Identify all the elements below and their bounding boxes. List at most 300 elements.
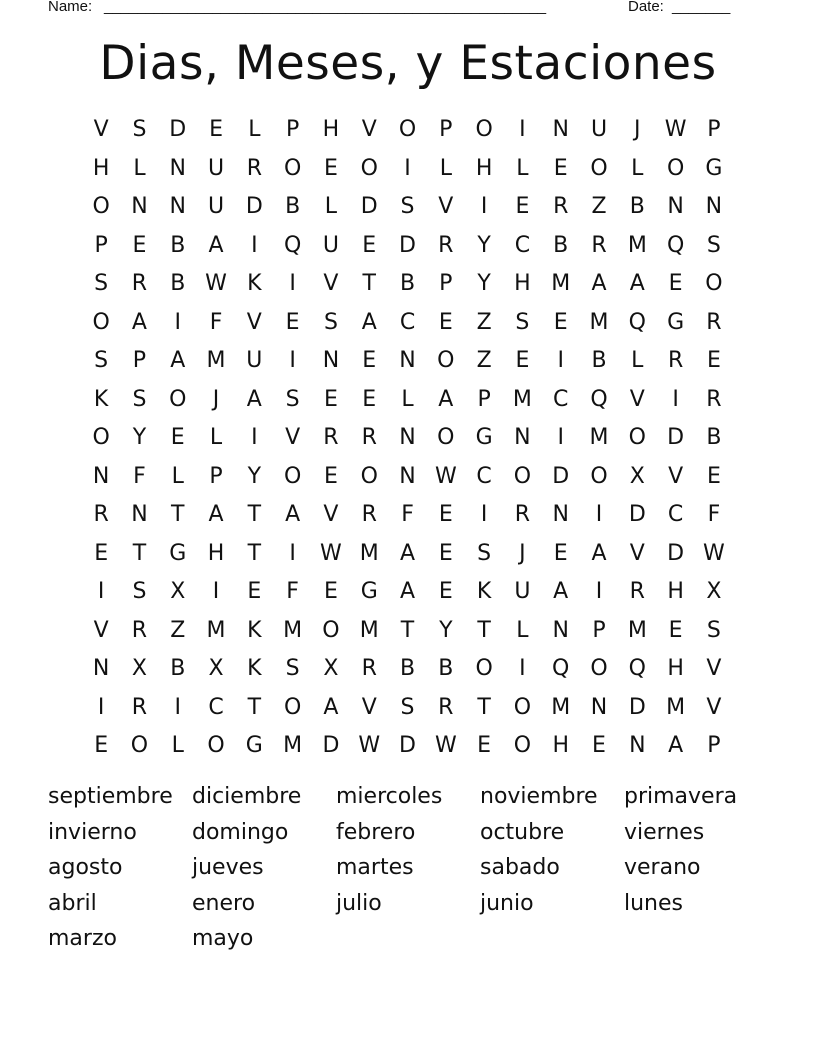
grid-letter: T [362, 271, 376, 297]
grid-letter: A [591, 271, 607, 297]
grid-letter: E [132, 232, 147, 258]
grid-letter: I [289, 348, 296, 374]
grid-letter: W [358, 733, 381, 759]
grid-letter: O [666, 155, 685, 181]
grid-letter: O [283, 155, 302, 181]
grid-letter: C [208, 694, 224, 720]
grid-letter: N [169, 155, 186, 181]
grid-row [82, 188, 733, 227]
grid-letter: U [246, 348, 263, 374]
grid-letter: E [706, 463, 721, 489]
grid-letter: N [552, 617, 569, 643]
grid-letter: E [362, 232, 377, 258]
grid-letter: Z [476, 309, 492, 335]
grid-row [82, 150, 733, 189]
grid-letter: U [207, 194, 225, 220]
grid-letter: G [360, 579, 378, 605]
grid-letter: E [362, 386, 377, 412]
grid-letter: L [171, 733, 184, 759]
grid-letter: L [133, 155, 146, 181]
grid-letter: V [361, 694, 377, 720]
grid-letter: K [476, 579, 492, 605]
grid-letter: S [132, 579, 147, 605]
grid-letter: R [131, 694, 148, 720]
grid-letter: M [359, 540, 379, 566]
word-list-item: martes [336, 855, 414, 880]
grid-letter: M [283, 733, 303, 759]
grid-row [82, 419, 733, 458]
grid-letter: M [666, 694, 686, 720]
grid-letter: Y [477, 232, 491, 258]
grid-letter: O [92, 309, 110, 335]
grid-row [82, 573, 733, 612]
grid-letter: I [672, 386, 679, 412]
grid-letter: O [322, 617, 340, 643]
grid-letter: R [706, 309, 722, 335]
grid-letter: Z [170, 617, 186, 643]
grid-letter: V [361, 117, 377, 143]
grid-letter: R [131, 617, 148, 643]
grid-letter: V [706, 694, 722, 720]
grid-letter: E [170, 425, 185, 451]
grid-letter: P [592, 617, 606, 643]
grid-letter: V [323, 502, 339, 528]
grid-letter: Y [477, 271, 491, 297]
grid-letter: L [171, 463, 184, 489]
grid-letter: M [359, 617, 379, 643]
grid-letter: N [92, 656, 110, 682]
word-list-item: julio [336, 890, 382, 916]
grid-letter: I [97, 694, 105, 720]
grid-letter: C [476, 463, 492, 489]
grid-letter: I [212, 579, 220, 605]
grid-letter: H [322, 117, 340, 143]
grid-letter: M [283, 617, 303, 643]
grid-row [82, 650, 733, 689]
grid-letter: L [324, 194, 338, 220]
grid-letter: A [361, 309, 377, 335]
grid-letter: N [399, 463, 416, 489]
grid-letter: F [209, 309, 223, 335]
grid-letter: W [703, 540, 725, 566]
grid-letter: K [247, 656, 262, 682]
grid-letter: Q [590, 386, 608, 412]
grid-letter: N [169, 194, 186, 220]
grid-letter: R [246, 155, 262, 181]
grid-letter: N [590, 694, 608, 720]
grid-letter: N [667, 194, 684, 220]
grid-letter: D [628, 694, 646, 720]
grid-letter: S [94, 271, 109, 297]
word-list-item: marzo [48, 926, 117, 951]
grid-letter: J [634, 117, 641, 143]
grid-letter: L [631, 155, 644, 181]
grid-letter: N [399, 425, 416, 451]
grid-letter: J [519, 540, 526, 566]
grid-letter: D [169, 117, 187, 143]
grid-letter: E [553, 309, 568, 335]
grid-row [82, 612, 733, 651]
grid-letter: M [589, 425, 609, 451]
grid-letter: I [557, 348, 564, 374]
grid-letter: E [553, 155, 568, 181]
grid-letter: C [514, 232, 531, 258]
grid-letter: S [400, 194, 415, 220]
grid-letter: B [553, 232, 569, 258]
grid-letter: D [245, 194, 263, 220]
grid-letter: B [591, 348, 607, 374]
grid-letter: B [438, 656, 454, 682]
grid-letter: T [247, 540, 262, 566]
grid-letter: S [400, 694, 415, 720]
grid-letter: M [589, 309, 609, 335]
grid-letter: O [513, 463, 532, 489]
grid-letter: E [553, 540, 568, 566]
grid-letter: O [437, 425, 455, 451]
grid-letter: R [361, 502, 377, 528]
grid-letter: H [475, 155, 493, 181]
grid-letter: R [93, 502, 109, 528]
grid-letter: L [209, 425, 223, 451]
grid-letter: L [248, 117, 261, 143]
grid-letter: U [590, 117, 608, 143]
grid-letter: P [707, 733, 721, 759]
grid-letter: M [206, 617, 226, 643]
grid-letter: Y [439, 617, 453, 643]
grid-letter: S [706, 617, 721, 643]
grid-letter: D [322, 733, 340, 759]
grid-letter: W [434, 463, 457, 489]
grid-letter: H [207, 540, 225, 566]
grid-letter: I [480, 194, 488, 220]
grid-letter: N [131, 502, 148, 528]
grid-letter: I [595, 579, 603, 605]
grid-letter: B [285, 194, 301, 220]
grid-letter: Q [628, 656, 646, 682]
grid-letter: R [514, 502, 531, 528]
grid-letter: T [400, 617, 415, 643]
grid-letter: R [706, 386, 722, 412]
grid-letter: H [667, 656, 684, 682]
grid-letter: K [247, 617, 262, 643]
word-list-item: viernes [624, 819, 705, 845]
grid-letter: E [592, 733, 606, 759]
grid-letter: G [667, 309, 685, 335]
grid-letter: L [439, 155, 452, 181]
grid-letter: O [513, 694, 532, 720]
grid-letter: T [477, 694, 491, 720]
grid-letter: X [131, 656, 147, 682]
grid-letter: L [516, 617, 529, 643]
grid-letter: Q [552, 656, 570, 682]
grid-letter: A [208, 502, 224, 528]
grid-letter: G [475, 425, 493, 451]
grid-letter: C [399, 309, 416, 335]
grid-row [82, 535, 733, 574]
grid-letter: H [552, 733, 569, 759]
grid-letter: V [438, 194, 454, 220]
grid-letter: D [628, 502, 646, 528]
grid-letter: E [209, 117, 223, 143]
grid-letter: M [551, 271, 571, 297]
grid-letter: V [323, 271, 339, 297]
grid-letter: R [361, 656, 377, 682]
word-list-item: enero [192, 890, 256, 916]
grid-letter: N [705, 194, 723, 220]
grid-row [82, 227, 733, 266]
grid-letter: F [133, 463, 146, 489]
grid-letter: T [477, 617, 491, 643]
grid-letter: E [323, 463, 338, 489]
grid-letter: D [552, 463, 570, 489]
word-list-item: diciembre [192, 784, 302, 809]
grid-letter: S [323, 309, 338, 335]
grid-letter: C [553, 386, 569, 412]
grid-letter: N [629, 733, 646, 759]
grid-letter: U [322, 232, 339, 258]
grid-letter: A [208, 232, 224, 258]
word-list-item: mayo [192, 926, 254, 951]
grid-letter: A [668, 733, 684, 759]
grid-letter: I [97, 579, 105, 605]
letter-grid [82, 111, 733, 766]
grid-letter: P [285, 117, 300, 143]
grid-row [82, 111, 733, 150]
grid-letter: R [553, 194, 569, 220]
grid-letter: P [439, 117, 453, 143]
grid-letter: X [323, 656, 339, 682]
grid-letter: D [667, 425, 685, 451]
grid-letter: O [283, 694, 302, 720]
grid-letter: W [664, 117, 687, 143]
grid-letter: A [170, 348, 186, 374]
grid-letter: E [323, 155, 338, 181]
grid-letter: P [132, 348, 147, 374]
grid-row [82, 342, 733, 381]
grid-letter: Q [666, 232, 685, 258]
grid-letter: U [207, 155, 225, 181]
grid-letter: T [132, 540, 147, 566]
grid-letter: I [480, 502, 488, 528]
grid-letter: I [251, 232, 258, 258]
grid-letter: Z [476, 348, 492, 374]
grid-letter: O [437, 348, 455, 374]
grid-letter: E [94, 733, 109, 759]
grid-letter: O [590, 463, 608, 489]
grid-letter: O [92, 194, 110, 220]
grid-letter: L [516, 155, 529, 181]
grid-letter: O [207, 733, 225, 759]
grid-letter: C [667, 502, 684, 528]
grid-letter: B [706, 425, 722, 451]
grid-letter: E [362, 348, 377, 374]
grid-letter: N [514, 425, 531, 451]
grid-letter: B [399, 656, 416, 682]
grid-letter: F [286, 579, 299, 605]
grid-letter: A [285, 502, 301, 528]
grid-letter: A [399, 540, 416, 566]
grid-letter: D [360, 194, 378, 220]
grid-letter: J [212, 386, 220, 412]
word-list-item: febrero [336, 819, 416, 845]
grid-letter: T [247, 502, 262, 528]
grid-row [82, 304, 733, 343]
grid-letter: E [247, 579, 262, 605]
grid-letter: N [322, 348, 340, 374]
grid-letter: X [629, 463, 645, 489]
grid-letter: T [171, 502, 185, 528]
grid-letter: U [514, 579, 531, 605]
grid-letter: A [553, 579, 569, 605]
grid-letter: M [512, 386, 532, 412]
word-list-item: agosto [48, 855, 123, 880]
grid-letter: P [209, 463, 223, 489]
grid-letter: G [705, 155, 723, 181]
grid-letter: X [706, 579, 722, 605]
grid-letter: A [131, 309, 147, 335]
grid-letter: N [552, 117, 569, 143]
grid-letter: N [399, 348, 416, 374]
grid-letter: S [285, 386, 300, 412]
grid-letter: E [438, 502, 453, 528]
grid-letter: M [206, 348, 226, 374]
grid-letter: E [668, 617, 683, 643]
grid-letter: D [399, 733, 416, 759]
word-list-item: septiembre [48, 784, 173, 809]
grid-letter: O [705, 271, 723, 297]
grid-letter: O [590, 656, 608, 682]
word-list-item: noviembre [480, 784, 598, 809]
grid-letter: S [285, 656, 300, 682]
grid-letter: I [404, 155, 411, 181]
grid-letter: B [170, 271, 186, 297]
grid-row [82, 689, 733, 728]
grid-letter: N [131, 194, 148, 220]
grid-letter: E [706, 348, 721, 374]
grid-letter: M [551, 694, 571, 720]
word-list-item: jueves [192, 855, 264, 880]
grid-letter: I [595, 502, 603, 528]
grid-letter: Y [247, 463, 262, 489]
grid-letter: Z [591, 194, 607, 220]
grid-letter: H [667, 579, 684, 605]
grid-letter: W [205, 271, 227, 297]
grid-letter: R [591, 232, 607, 258]
grid-letter: V [629, 386, 645, 412]
grid-letter: I [519, 656, 526, 682]
grid-letter: O [475, 656, 493, 682]
grid-letter: X [208, 656, 224, 682]
grid-letter: E [323, 386, 338, 412]
grid-letter: V [285, 425, 301, 451]
grid-letter: G [245, 733, 263, 759]
grid-letter: E [323, 579, 338, 605]
grid-letter: O [475, 117, 493, 143]
grid-letter: D [667, 540, 685, 566]
word-list-item: abril [48, 890, 97, 916]
grid-letter: O [398, 117, 417, 143]
grid-letter: H [514, 271, 531, 297]
grid-letter: H [92, 155, 110, 181]
grid-letter: X [170, 579, 186, 605]
date-label: Date: [628, 0, 664, 15]
grid-letter: P [439, 271, 453, 297]
grid-letter: F [401, 502, 414, 528]
grid-letter: N [92, 463, 110, 489]
grid-letter: W [434, 733, 457, 759]
grid-letter: B [170, 232, 186, 258]
grid-letter: V [246, 309, 262, 335]
grid-letter: R [667, 348, 684, 374]
grid-letter: T [247, 694, 262, 720]
grid-letter: I [557, 425, 564, 451]
grid-letter: I [251, 425, 258, 451]
grid-letter: M [627, 232, 647, 258]
grid-letter: E [438, 540, 453, 566]
word-list-item: invierno [48, 819, 137, 845]
grid-letter: N [552, 502, 569, 528]
grid-letter: O [283, 463, 302, 489]
grid-letter: V [93, 117, 109, 143]
grid-letter: I [289, 271, 296, 297]
grid-letter: K [247, 271, 262, 297]
grid-letter: A [438, 386, 454, 412]
grid-letter: O [360, 463, 378, 489]
grid-letter: S [132, 117, 147, 143]
grid-letter: R [131, 271, 148, 297]
grid-letter: A [323, 694, 339, 720]
grid-letter: O [130, 733, 149, 759]
grid-letter: R [438, 232, 454, 258]
grid-letter: W [320, 540, 342, 566]
name-blank: _____________________________________________________ [104, 0, 547, 15]
grid-letter: R [361, 425, 377, 451]
grid-letter: I [289, 540, 296, 566]
grid-letter: O [169, 386, 187, 412]
grid-letter: P [477, 386, 491, 412]
grid-letter: L [631, 348, 644, 374]
grid-letter: P [94, 232, 108, 258]
grid-letter: B [170, 656, 186, 682]
grid-letter: F [707, 502, 721, 528]
grid-letter: R [323, 425, 339, 451]
grid-row [82, 727, 733, 766]
grid-letter: A [591, 540, 607, 566]
grid-letter: S [706, 232, 721, 258]
grid-letter: V [629, 540, 645, 566]
page-title: Dias, Meses, y Estaciones [99, 36, 717, 91]
header-line [48, 0, 748, 18]
grid-letter: O [628, 425, 646, 451]
grid-letter: I [174, 694, 181, 720]
grid-letter: S [132, 386, 147, 412]
word-list-item: octubre [480, 819, 565, 845]
grid-letter: E [285, 309, 300, 335]
grid-letter: V [668, 463, 684, 489]
grid-letter: I [174, 309, 181, 335]
grid-row [82, 265, 733, 304]
word-list-item: junio [480, 890, 534, 916]
grid-letter: O [360, 155, 378, 181]
date-blank: _______ [672, 0, 731, 15]
grid-letter: S [477, 540, 492, 566]
grid-letter: E [515, 348, 530, 374]
grid-row [82, 381, 733, 420]
grid-letter: Y [132, 425, 147, 451]
grid-letter: O [513, 733, 532, 759]
grid-letter: P [707, 117, 721, 143]
grid-row [82, 458, 733, 497]
